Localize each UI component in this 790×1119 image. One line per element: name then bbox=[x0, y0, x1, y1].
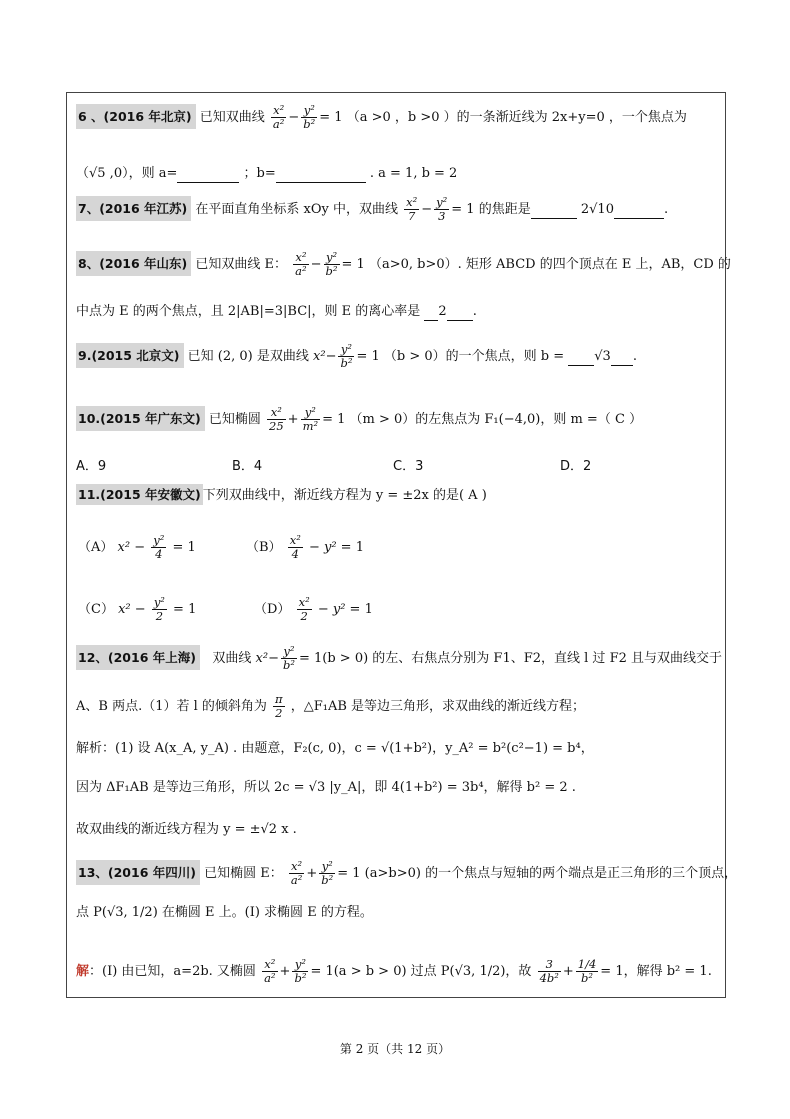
q6-fraction-y: $\frac{\text{y²}}{\text{b²}}$ bbox=[303, 103, 316, 131]
q8-line2-text: 中点为 E 的两个焦点，且 2|AB|=3|BC|，则 E 的离心率是 bbox=[76, 304, 421, 319]
q10-option-d: D．2 bbox=[560, 459, 592, 474]
q13-sol-a: ：(Ⅰ) 由已知，a=2b. 又椭圆 bbox=[89, 964, 256, 979]
q6-b-label: ；b= bbox=[243, 166, 276, 181]
q11-option-c: （C） x² − $\frac{\text{y²}}{2}$ = 1 bbox=[78, 595, 197, 623]
q12-line2-a: A、B 两点.（1）若 l 的倾斜角为 bbox=[76, 699, 267, 714]
q6-focus: （√5 ,0），则 a= bbox=[76, 166, 178, 181]
q10-text-b: （m > 0）的左焦点为 F₁(−4,0)，则 m =（ bbox=[349, 412, 611, 427]
q10-text-a: 已知椭圆 bbox=[208, 412, 261, 427]
q11-option-b-label: （B） bbox=[246, 540, 282, 555]
q6-answer: . a = 1, b = 2 bbox=[369, 166, 458, 181]
q8-blank-pre bbox=[424, 304, 438, 321]
q10-line: 10.(2015 年广东文) 已知椭圆 $\frac{\text{x²}}{25}$ + $\frac{\text{y²}}{\text{m²}}$ = 1 （m > 0）的左焦点为 F₁(−4,0)，则 m =（ C ） bbox=[78, 405, 643, 433]
q6-blank-b bbox=[276, 166, 366, 183]
q6-condition: （a >0 ，b >0 ）的一条渐近线为 2x+y=0 ，一个焦点为 bbox=[346, 110, 687, 125]
q10-fraction-x: $\frac{\text{x²}}{25}$ bbox=[269, 405, 284, 433]
q11-option-d: （D） $\frac{\text{x²}}{2}$ − y² = 1 bbox=[254, 595, 373, 623]
q13-text-b: (a>b>0) 的一个焦点与短轴的两个端点是正三角形的三个顶点， bbox=[364, 866, 738, 881]
q11-line bbox=[76, 484, 487, 505]
q9-tag: 9.(2015 北京文) bbox=[76, 343, 184, 368]
q11-text: 下列双曲线中，渐近线方程为 y = ±2x 的是( A ) bbox=[202, 488, 487, 503]
q6-line1: 6 、(2016 年北京) 已知双曲线 $\frac{\text{x²}}{\text{a²}}$ − $\frac{\text{y²}}{\text{b²}}$ = 1 （a >0 ，b >0 ）的一条渐近线为 2x+y=0 ，一个焦点为 bbox=[78, 103, 687, 131]
q8-tag: 8、(2016 年山东) bbox=[76, 251, 191, 276]
q12-line1: 12、(2016 年上海) 双曲线 x²− $\frac{\text{y²}}{\text{b²}}$ = 1(b > 0) 的左、右焦点分别为 F1、F2，直线 l 过 F2 且与双曲线交于 bbox=[78, 644, 722, 672]
q6-line2 bbox=[76, 166, 457, 183]
q12-solution-3: 故双曲线的渐近线方程为 y = ±√2 x . bbox=[76, 822, 297, 837]
q7-blank-pre bbox=[531, 202, 577, 219]
q7-line: 7、(2016 年江苏) 在平面直角坐标系 xOy 中，双曲线 $\frac{\text{x²}}{7}$ − $\frac{\text{y²}}{3}$ = 1 的焦距是 2√10 . bbox=[78, 195, 669, 223]
q8-text-a: 已知双曲线 E： bbox=[195, 257, 288, 272]
q10-option-a: A．9 bbox=[76, 459, 107, 474]
q9-text-b: （b > 0）的一个焦点，则 b = bbox=[383, 349, 565, 364]
q10-option-b: B．4 bbox=[232, 459, 263, 474]
q7-text-b: 的焦距是 bbox=[478, 202, 531, 217]
q9-blank-pre bbox=[568, 349, 594, 366]
q6-text: 已知双曲线 bbox=[199, 110, 265, 125]
q13-solution-label: 解 bbox=[76, 964, 90, 979]
q8-fraction-y: $\frac{\text{y²}}{\text{b²}}$ bbox=[325, 250, 338, 278]
q6-tag: 6 、(2016 年北京) bbox=[76, 104, 196, 129]
q11-option-a-label: （A） bbox=[78, 540, 114, 555]
q8-text-b: （a>0, b>0）. 矩形 ABCD 的四个顶点在 E 上，AB，CD 的 bbox=[368, 257, 731, 272]
q7-tag: 7、(2016 年江苏) bbox=[76, 196, 191, 221]
q12-line2-b: ，△F₁AB 是等边三角形，求双曲线的渐近线方程； bbox=[290, 699, 586, 714]
q8-blank-post bbox=[447, 304, 473, 321]
q9-answer: √3 bbox=[594, 349, 611, 364]
q13-solution: 解：(Ⅰ) 由已知，a=2b. 又椭圆 $\frac{\text{x²}}{\text{a²}}$ + $\frac{\text{y²}}{\text{b²}}$ = 1(a > b > 0) 过点 P(√3, 1/2)，故 $\frac{3}{\text{4b²}}$ + $\frac{1/4}{\text{b²}}$ = 1，解得 b² = 1. bbox=[76, 957, 712, 985]
q10-answer: C bbox=[614, 412, 625, 427]
q11-option-c-label: （C） bbox=[78, 602, 114, 617]
q13-sol-c: ，解得 b² = 1. bbox=[623, 964, 712, 979]
q6-blank-a bbox=[177, 166, 239, 183]
q9-text-a: 已知 (2, 0) 是双曲线 bbox=[187, 349, 309, 364]
q7-fraction-y: $\frac{\text{y²}}{3}$ bbox=[436, 195, 448, 223]
q13-line2: 点 P(√3, 1/2) 在椭圆 E 上。(Ⅰ) 求椭圆 E 的方程。 bbox=[76, 905, 373, 920]
q7-text-a: 在平面直角坐标系 xOy 中，双曲线 bbox=[195, 202, 399, 217]
q8-line2: 中点为 E 的两个焦点，且 2|AB|=3|BC|，则 E 的离心率是 2 . bbox=[76, 304, 477, 319]
q6-fraction-x: $\frac{\text{x²}}{\text{a²}}$ bbox=[272, 103, 285, 131]
q12-text-b: 的左、右焦点分别为 F1、F2，直线 l 过 F2 且与双曲线交于 bbox=[372, 651, 722, 666]
q9-fraction-y: $\frac{\text{y²}}{\text{b²}}$ bbox=[340, 342, 353, 370]
q7-fraction-x: $\frac{\text{x²}}{7}$ bbox=[406, 195, 418, 223]
q11-option-a: （A） x² − $\frac{\text{y²}}{4}$ = 1 bbox=[78, 533, 196, 561]
q13-sol-b: 过点 P(√3, 1/2)，故 bbox=[410, 964, 532, 979]
page-footer: 第 2 页（共 12 页） bbox=[339, 1042, 451, 1056]
q8-line1: 8、(2016 年山东) 已知双曲线 E： $\frac{\text{x²}}{\text{a²}}$ − $\frac{\text{y²}}{\text{b²}}$ = 1 （a>0, b>0）. 矩形 ABCD 的四个顶点在 E 上，AB，CD 的 bbox=[78, 250, 731, 278]
q10-close: ） bbox=[629, 412, 643, 427]
q11-tag: 11.(2015 年安徽文) bbox=[76, 484, 203, 505]
q13-text-a: 已知椭圆 E： bbox=[204, 866, 283, 881]
q12-line2: A、B 两点.（1）若 l 的倾斜角为 $\frac{\pi}{2}$ ，△F₁AB 是等边三角形，求双曲线的渐近线方程； bbox=[76, 692, 586, 720]
q13-tag: 13、(2016 年四川) bbox=[76, 860, 200, 885]
q12-tag: 12、(2016 年上海) bbox=[76, 645, 200, 670]
q10-fraction-y: $\frac{\text{y²}}{\text{m²}}$ bbox=[302, 405, 319, 433]
q9-line: 9.(2015 北京文) 已知 (2, 0) 是双曲线 x²− $\frac{\text{y²}}{\text{b²}}$ = 1 （b > 0）的一个焦点，则 b = √3 . bbox=[78, 342, 637, 370]
q12-solution-1: 解析：(1) 设 A(x_A, y_A) . 由题意，F₂(c, 0)，c = √(1+b²)，y_A² = b²(c²−1) = b⁴， bbox=[76, 741, 594, 756]
q10-tag: 10.(2015 年广东文) bbox=[76, 406, 205, 431]
q8-answer: 2 bbox=[438, 304, 447, 319]
q13-line1: 13、(2016 年四川) 已知椭圆 E： $\frac{\text{x²}}{\text{a²}}$ + $\frac{\text{y²}}{\text{b²}}$ = 1 (a>b>0) 的一个焦点与短轴的两个端点是正三角形的三个顶点， bbox=[78, 859, 738, 887]
q12-text-a: 双曲线 bbox=[212, 651, 252, 666]
q11-option-d-label: （D） bbox=[254, 602, 291, 617]
q10-option-c: C．3 bbox=[393, 459, 424, 474]
q7-blank-post bbox=[614, 202, 664, 219]
q12-solution-2: 因为 ΔF₁AB 是等边三角形，所以 2c = √3 |y_A|，即 4(1+b²) = 3b⁴，解得 b² = 2 . bbox=[76, 780, 576, 795]
q8-fraction-x: $\frac{\text{x²}}{\text{a²}}$ bbox=[295, 250, 307, 278]
q11-option-b: （B） $\frac{\text{x²}}{4}$ − y² = 1 bbox=[246, 533, 364, 561]
q7-answer: 2√10 bbox=[580, 202, 614, 217]
q9-blank-post bbox=[611, 349, 633, 366]
